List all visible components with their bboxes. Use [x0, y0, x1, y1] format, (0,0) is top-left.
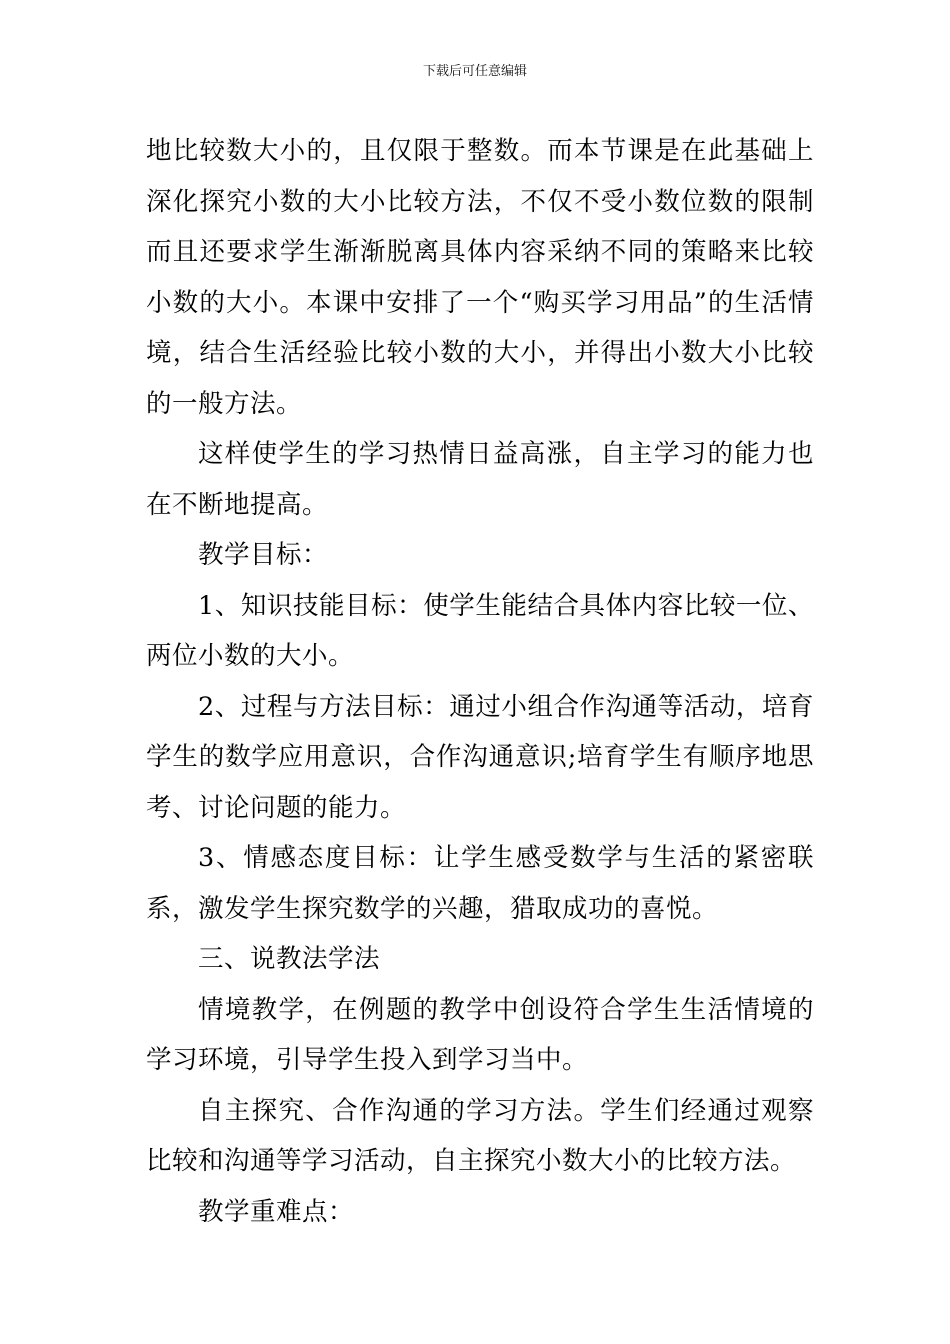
paragraph-continuation: 地比较数大小的，且仅限于整数。而本节课是在此基础上深化探究小数的大小比较方法，不仅不受小数位数的限制而且还要求学生渐渐脱离具体内容采纳不同的策略来比较小数的大小。本课中安排了一个“购买学习用品”的生活情境，结合生活经验比较小数的大小，并得出小数大小比较的一般方法。: [146, 136, 814, 419]
heading-teaching-objectives: 教学目标：: [198, 540, 329, 570]
objective-process-methods: 2、过程与方法目标：通过小组合作沟通等活动，培育学生的数学应用意识，合作沟通意识;培育学生有顺序地思考、讨论问题的能力。: [146, 691, 814, 823]
heading-teaching-methods: 三、说教法学法: [198, 944, 381, 974]
document-body: [146, 126, 814, 1237]
page-header: 下载后可任意编辑: [422, 64, 527, 79]
paragraph-learning-enthusiasm: 这样使学生的学习热情日益高涨，自主学习的能力也在不断地提高。: [146, 439, 814, 520]
paragraph-independent-inquiry: 自主探究、合作沟通的学习方法。学生们经通过观察比较和沟通等学习活动，自主探究小数大小的比较方法。: [146, 1095, 814, 1176]
heading-key-difficulties: 教学重难点：: [198, 1196, 355, 1227]
objective-emotional-attitude: 3、情感态度目标：让学生感受数学与生活的紧密联系，激发学生探究数学的兴趣，猎取成功的喜悦。: [146, 843, 814, 924]
paragraph-situational-teaching: 情境教学，在例题的教学中创设符合学生生活情境的学习环境，引导学生投入到学习当中。: [146, 994, 814, 1075]
objective-knowledge-skills: 1、知识技能目标：使学生能结合具体内容比较一位、两位小数的大小。: [146, 590, 814, 671]
